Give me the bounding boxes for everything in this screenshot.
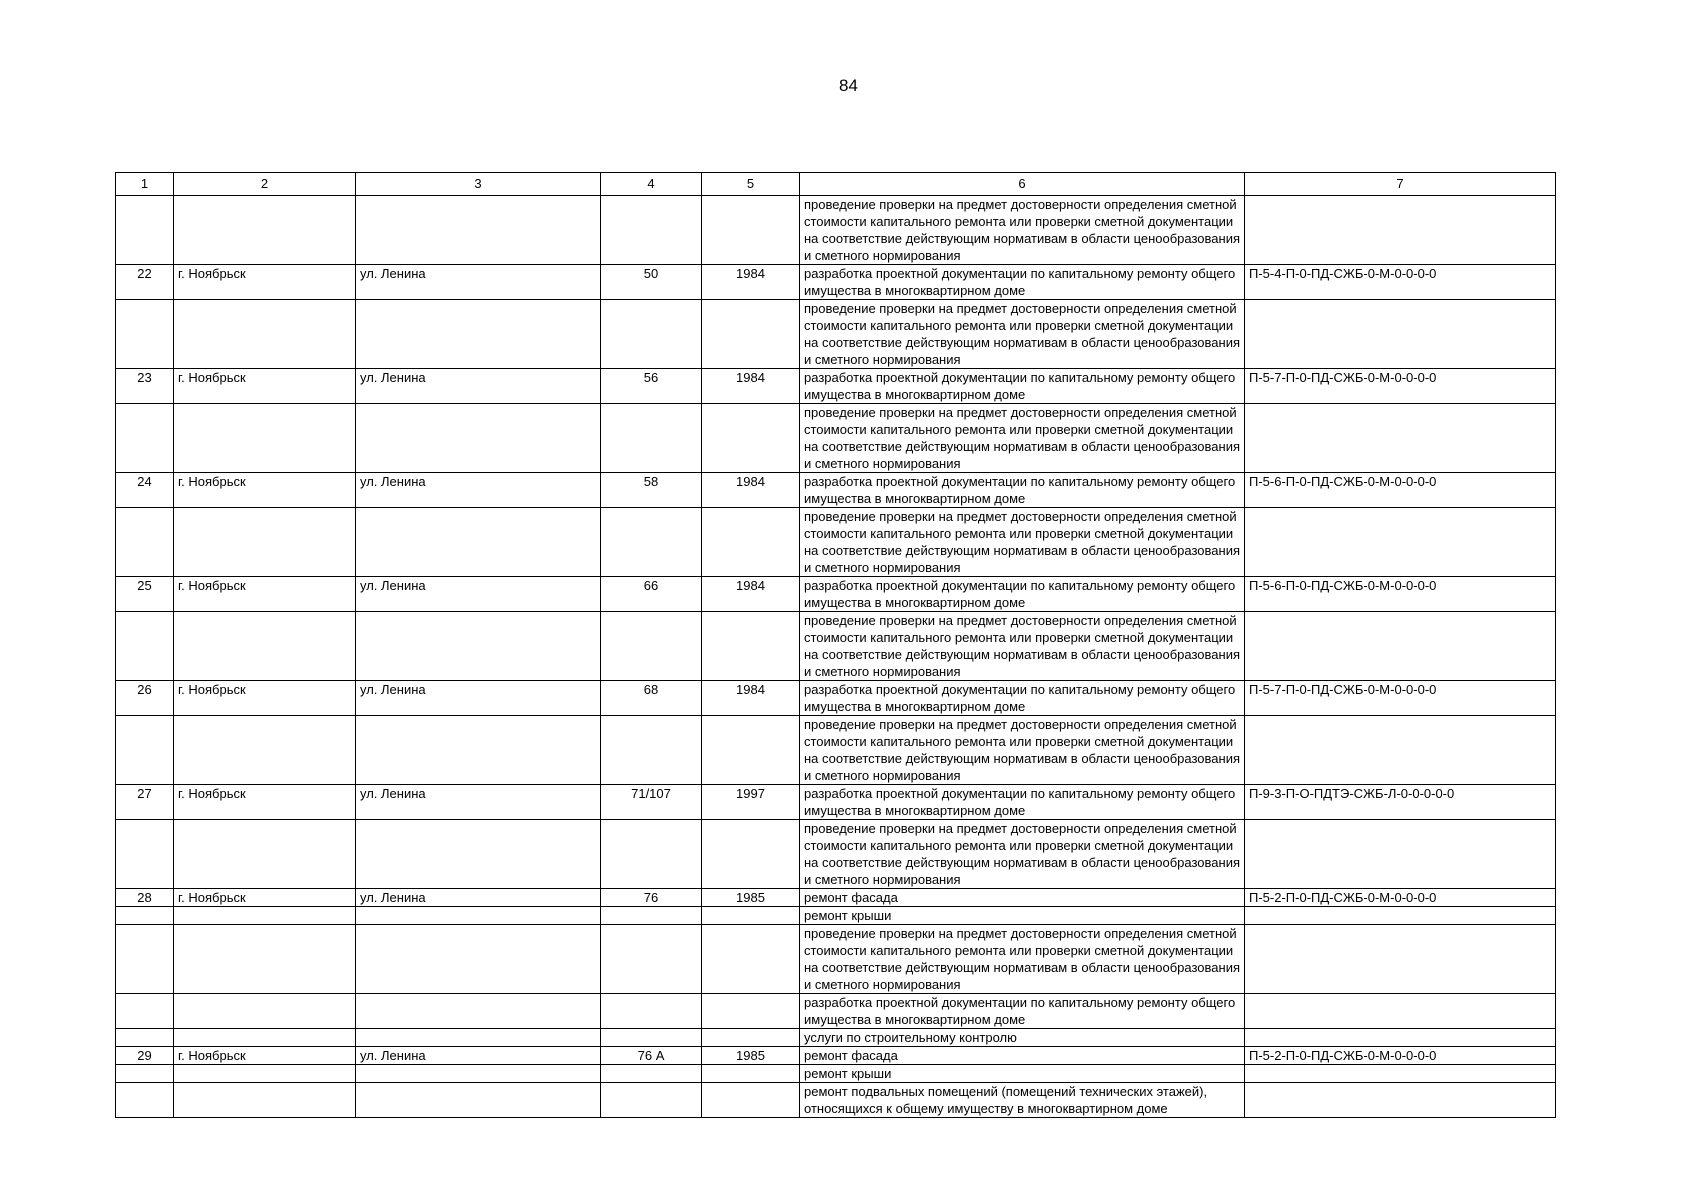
year-cell (702, 1083, 800, 1118)
house-number-cell (601, 1065, 702, 1083)
row-number-cell: 25 (116, 577, 174, 612)
project-code-cell: П-5-6-П-0-ПД-СЖБ-0-М-0-0-0-0 (1245, 577, 1556, 612)
table-row (116, 907, 1556, 925)
house-number-cell: 66 (601, 577, 702, 612)
work-type-cell: ремонт крыши (800, 1065, 1245, 1083)
work-type-cell: ремонт фасада (800, 889, 1245, 907)
city-cell (174, 404, 356, 473)
year-cell: 1984 (702, 681, 800, 716)
table-row (116, 716, 1556, 785)
city-cell (174, 820, 356, 889)
city-cell (174, 508, 356, 577)
row-number-cell (116, 925, 174, 994)
house-number-cell (601, 716, 702, 785)
header-col-2: 2 (174, 173, 356, 196)
house-number-cell (601, 1029, 702, 1047)
project-code-cell: П-5-7-П-0-ПД-СЖБ-0-М-0-0-0-0 (1245, 369, 1556, 404)
year-cell (702, 820, 800, 889)
year-cell (702, 1065, 800, 1083)
work-type-cell: разработка проектной документации по капитальному ремонту общего имущества в многоквартирном доме (800, 473, 1245, 508)
project-code-cell (1245, 994, 1556, 1029)
year-cell (702, 508, 800, 577)
city-cell (174, 1029, 356, 1047)
street-cell (356, 820, 601, 889)
header-col-7: 7 (1245, 173, 1556, 196)
city-cell: г. Ноябрьск (174, 1047, 356, 1065)
year-cell (702, 716, 800, 785)
street-cell (356, 1065, 601, 1083)
table-row (116, 508, 1556, 577)
table-row (116, 681, 1556, 716)
header-col-3: 3 (356, 173, 601, 196)
street-cell: ул. Ленина (356, 265, 601, 300)
project-code-cell: П-5-2-П-0-ПД-СЖБ-0-М-0-0-0-0 (1245, 889, 1556, 907)
year-cell: 1984 (702, 369, 800, 404)
street-cell (356, 196, 601, 265)
city-cell (174, 1065, 356, 1083)
work-type-cell: разработка проектной документации по капитальному ремонту общего имущества в многоквартирном доме (800, 369, 1245, 404)
project-code-cell (1245, 716, 1556, 785)
year-cell: 1985 (702, 1047, 800, 1065)
work-type-cell: проведение проверки на предмет достоверности определения сметной стоимости капитального ремонта или проверки сметной документации на соответствие действующим нормативам в области ценообразования и сметного нормирования (800, 404, 1245, 473)
work-type-cell: услуги по строительному контролю (800, 1029, 1245, 1047)
house-number-cell: 56 (601, 369, 702, 404)
city-cell (174, 612, 356, 681)
city-cell: г. Ноябрьск (174, 473, 356, 508)
year-cell (702, 925, 800, 994)
work-type-cell: ремонт подвальных помещений (помещений технических этажей), относящихся к общему имуществу в многоквартирном доме (800, 1083, 1245, 1118)
header-col-4: 4 (601, 173, 702, 196)
street-cell: ул. Ленина (356, 1047, 601, 1065)
year-cell (702, 404, 800, 473)
page-number: 84 (839, 76, 858, 95)
year-cell: 1984 (702, 473, 800, 508)
house-number-cell (601, 994, 702, 1029)
house-number-cell: 58 (601, 473, 702, 508)
city-cell (174, 1083, 356, 1118)
year-cell (702, 612, 800, 681)
house-number-cell (601, 820, 702, 889)
street-cell: ул. Ленина (356, 369, 601, 404)
house-number-cell (601, 300, 702, 369)
row-number-cell: 26 (116, 681, 174, 716)
row-number-cell (116, 1083, 174, 1118)
work-type-cell: разработка проектной документации по капитальному ремонту общего имущества в многоквартирном доме (800, 681, 1245, 716)
table-row (116, 820, 1556, 889)
row-number-cell (116, 994, 174, 1029)
table-row (116, 1083, 1556, 1118)
table-row (116, 994, 1556, 1029)
house-number-cell (601, 404, 702, 473)
street-cell: ул. Ленина (356, 577, 601, 612)
project-code-cell: П-5-7-П-0-ПД-СЖБ-0-М-0-0-0-0 (1245, 681, 1556, 716)
header-col-5: 5 (702, 173, 800, 196)
table-row (116, 369, 1556, 404)
house-number-cell: 76 А (601, 1047, 702, 1065)
work-type-cell: разработка проектной документации по капитальному ремонту общего имущества в многоквартирном доме (800, 785, 1245, 820)
city-cell (174, 196, 356, 265)
street-cell (356, 404, 601, 473)
row-number-cell (116, 508, 174, 577)
row-number-cell: 23 (116, 369, 174, 404)
street-cell (356, 716, 601, 785)
row-number-cell: 24 (116, 473, 174, 508)
table-row (116, 889, 1556, 907)
street-cell (356, 1083, 601, 1118)
project-code-cell (1245, 300, 1556, 369)
table-row (116, 1065, 1556, 1083)
year-cell (702, 1029, 800, 1047)
table-row (116, 612, 1556, 681)
row-number-cell: 27 (116, 785, 174, 820)
city-cell (174, 716, 356, 785)
project-code-cell: П-5-4-П-0-ПД-СЖБ-0-М-0-0-0-0 (1245, 265, 1556, 300)
year-cell (702, 994, 800, 1029)
project-code-cell (1245, 820, 1556, 889)
house-number-cell (601, 612, 702, 681)
row-number-cell (116, 1065, 174, 1083)
street-cell: ул. Ленина (356, 785, 601, 820)
city-cell: г. Ноябрьск (174, 577, 356, 612)
capital-repair-table (115, 172, 1556, 1118)
work-type-cell: проведение проверки на предмет достоверности определения сметной стоимости капитального ремонта или проверки сметной документации на соответствие действующим нормативам в области ценообразования и сметного нормирования (800, 716, 1245, 785)
work-type-cell: ремонт фасада (800, 1047, 1245, 1065)
work-type-cell: проведение проверки на предмет достоверности определения сметной стоимости капитального ремонта или проверки сметной документации на соответствие действующим нормативам в области ценообразования и сметного нормирования (800, 612, 1245, 681)
year-cell: 1985 (702, 889, 800, 907)
row-number-cell: 22 (116, 265, 174, 300)
row-number-cell (116, 820, 174, 889)
house-number-cell (601, 196, 702, 265)
city-cell (174, 907, 356, 925)
row-number-cell (116, 300, 174, 369)
work-type-cell: проведение проверки на предмет достоверности определения сметной стоимости капитального ремонта или проверки сметной документации на соответствие действующим нормативам в области ценообразования и сметного нормирования (800, 508, 1245, 577)
table-row (116, 473, 1556, 508)
project-code-cell (1245, 612, 1556, 681)
city-cell: г. Ноябрьск (174, 681, 356, 716)
table-row (116, 196, 1556, 265)
street-cell (356, 925, 601, 994)
project-code-cell (1245, 907, 1556, 925)
row-number-cell (116, 196, 174, 265)
project-code-cell (1245, 1065, 1556, 1083)
table-body (116, 196, 1556, 1118)
year-cell: 1997 (702, 785, 800, 820)
house-number-cell: 68 (601, 681, 702, 716)
house-number-cell: 76 (601, 889, 702, 907)
city-cell: г. Ноябрьск (174, 785, 356, 820)
city-cell (174, 300, 356, 369)
row-number-cell (116, 404, 174, 473)
table-row (116, 925, 1556, 994)
work-type-cell: проведение проверки на предмет достоверности определения сметной стоимости капитального ремонта или проверки сметной документации на соответствие действующим нормативам в области ценообразования и сметного нормирования (800, 196, 1245, 265)
project-code-cell (1245, 1083, 1556, 1118)
work-type-cell: разработка проектной документации по капитальному ремонту общего имущества в многоквартирном доме (800, 994, 1245, 1029)
row-number-cell: 29 (116, 1047, 174, 1065)
street-cell (356, 1029, 601, 1047)
street-cell (356, 612, 601, 681)
project-code-cell (1245, 508, 1556, 577)
house-number-cell (601, 1083, 702, 1118)
header-col-1: 1 (116, 173, 174, 196)
table-row (116, 404, 1556, 473)
row-number-cell (116, 907, 174, 925)
table-row (116, 785, 1556, 820)
row-number-cell (116, 1029, 174, 1047)
street-cell (356, 994, 601, 1029)
city-cell (174, 925, 356, 994)
street-cell (356, 508, 601, 577)
street-cell (356, 907, 601, 925)
city-cell: г. Ноябрьск (174, 369, 356, 404)
header-row (116, 173, 1556, 196)
work-type-cell: разработка проектной документации по капитальному ремонту общего имущества в многоквартирном доме (800, 265, 1245, 300)
project-code-cell (1245, 404, 1556, 473)
project-code-cell: П-9-3-П-О-ПДТЭ-СЖБ-Л-0-0-0-0-0 (1245, 785, 1556, 820)
house-number-cell: 50 (601, 265, 702, 300)
work-type-cell: разработка проектной документации по капитальному ремонту общего имущества в многоквартирном доме (800, 577, 1245, 612)
house-number-cell (601, 508, 702, 577)
row-number-cell (116, 716, 174, 785)
year-cell: 1984 (702, 577, 800, 612)
house-number-cell: 71/107 (601, 785, 702, 820)
house-number-cell (601, 907, 702, 925)
year-cell (702, 300, 800, 369)
city-cell: г. Ноябрьск (174, 889, 356, 907)
table-row (116, 1029, 1556, 1047)
project-code-cell (1245, 196, 1556, 265)
city-cell: г. Ноябрьск (174, 265, 356, 300)
work-type-cell: проведение проверки на предмет достоверности определения сметной стоимости капитального ремонта или проверки сметной документации на соответствие действующим нормативам в области ценообразования и сметного нормирования (800, 925, 1245, 994)
work-type-cell: проведение проверки на предмет достоверности определения сметной стоимости капитального ремонта или проверки сметной документации на соответствие действующим нормативам в области ценообразования и сметного нормирования (800, 300, 1245, 369)
table-row (116, 300, 1556, 369)
year-cell: 1984 (702, 265, 800, 300)
year-cell (702, 196, 800, 265)
city-cell (174, 994, 356, 1029)
project-code-cell (1245, 925, 1556, 994)
street-cell: ул. Ленина (356, 681, 601, 716)
work-type-cell: ремонт крыши (800, 907, 1245, 925)
house-number-cell (601, 925, 702, 994)
project-code-cell (1245, 1029, 1556, 1047)
year-cell (702, 907, 800, 925)
table-row (116, 577, 1556, 612)
street-cell: ул. Ленина (356, 889, 601, 907)
table-row (116, 1047, 1556, 1065)
work-type-cell: проведение проверки на предмет достоверности определения сметной стоимости капитального ремонта или проверки сметной документации на соответствие действующим нормативам в области ценообразования и сметного нормирования (800, 820, 1245, 889)
street-cell (356, 300, 601, 369)
project-code-cell: П-5-2-П-0-ПД-СЖБ-0-М-0-0-0-0 (1245, 1047, 1556, 1065)
table-row (116, 265, 1556, 300)
row-number-cell (116, 612, 174, 681)
row-number-cell: 28 (116, 889, 174, 907)
project-code-cell: П-5-6-П-0-ПД-СЖБ-0-М-0-0-0-0 (1245, 473, 1556, 508)
street-cell: ул. Ленина (356, 473, 601, 508)
header-col-6: 6 (800, 173, 1245, 196)
